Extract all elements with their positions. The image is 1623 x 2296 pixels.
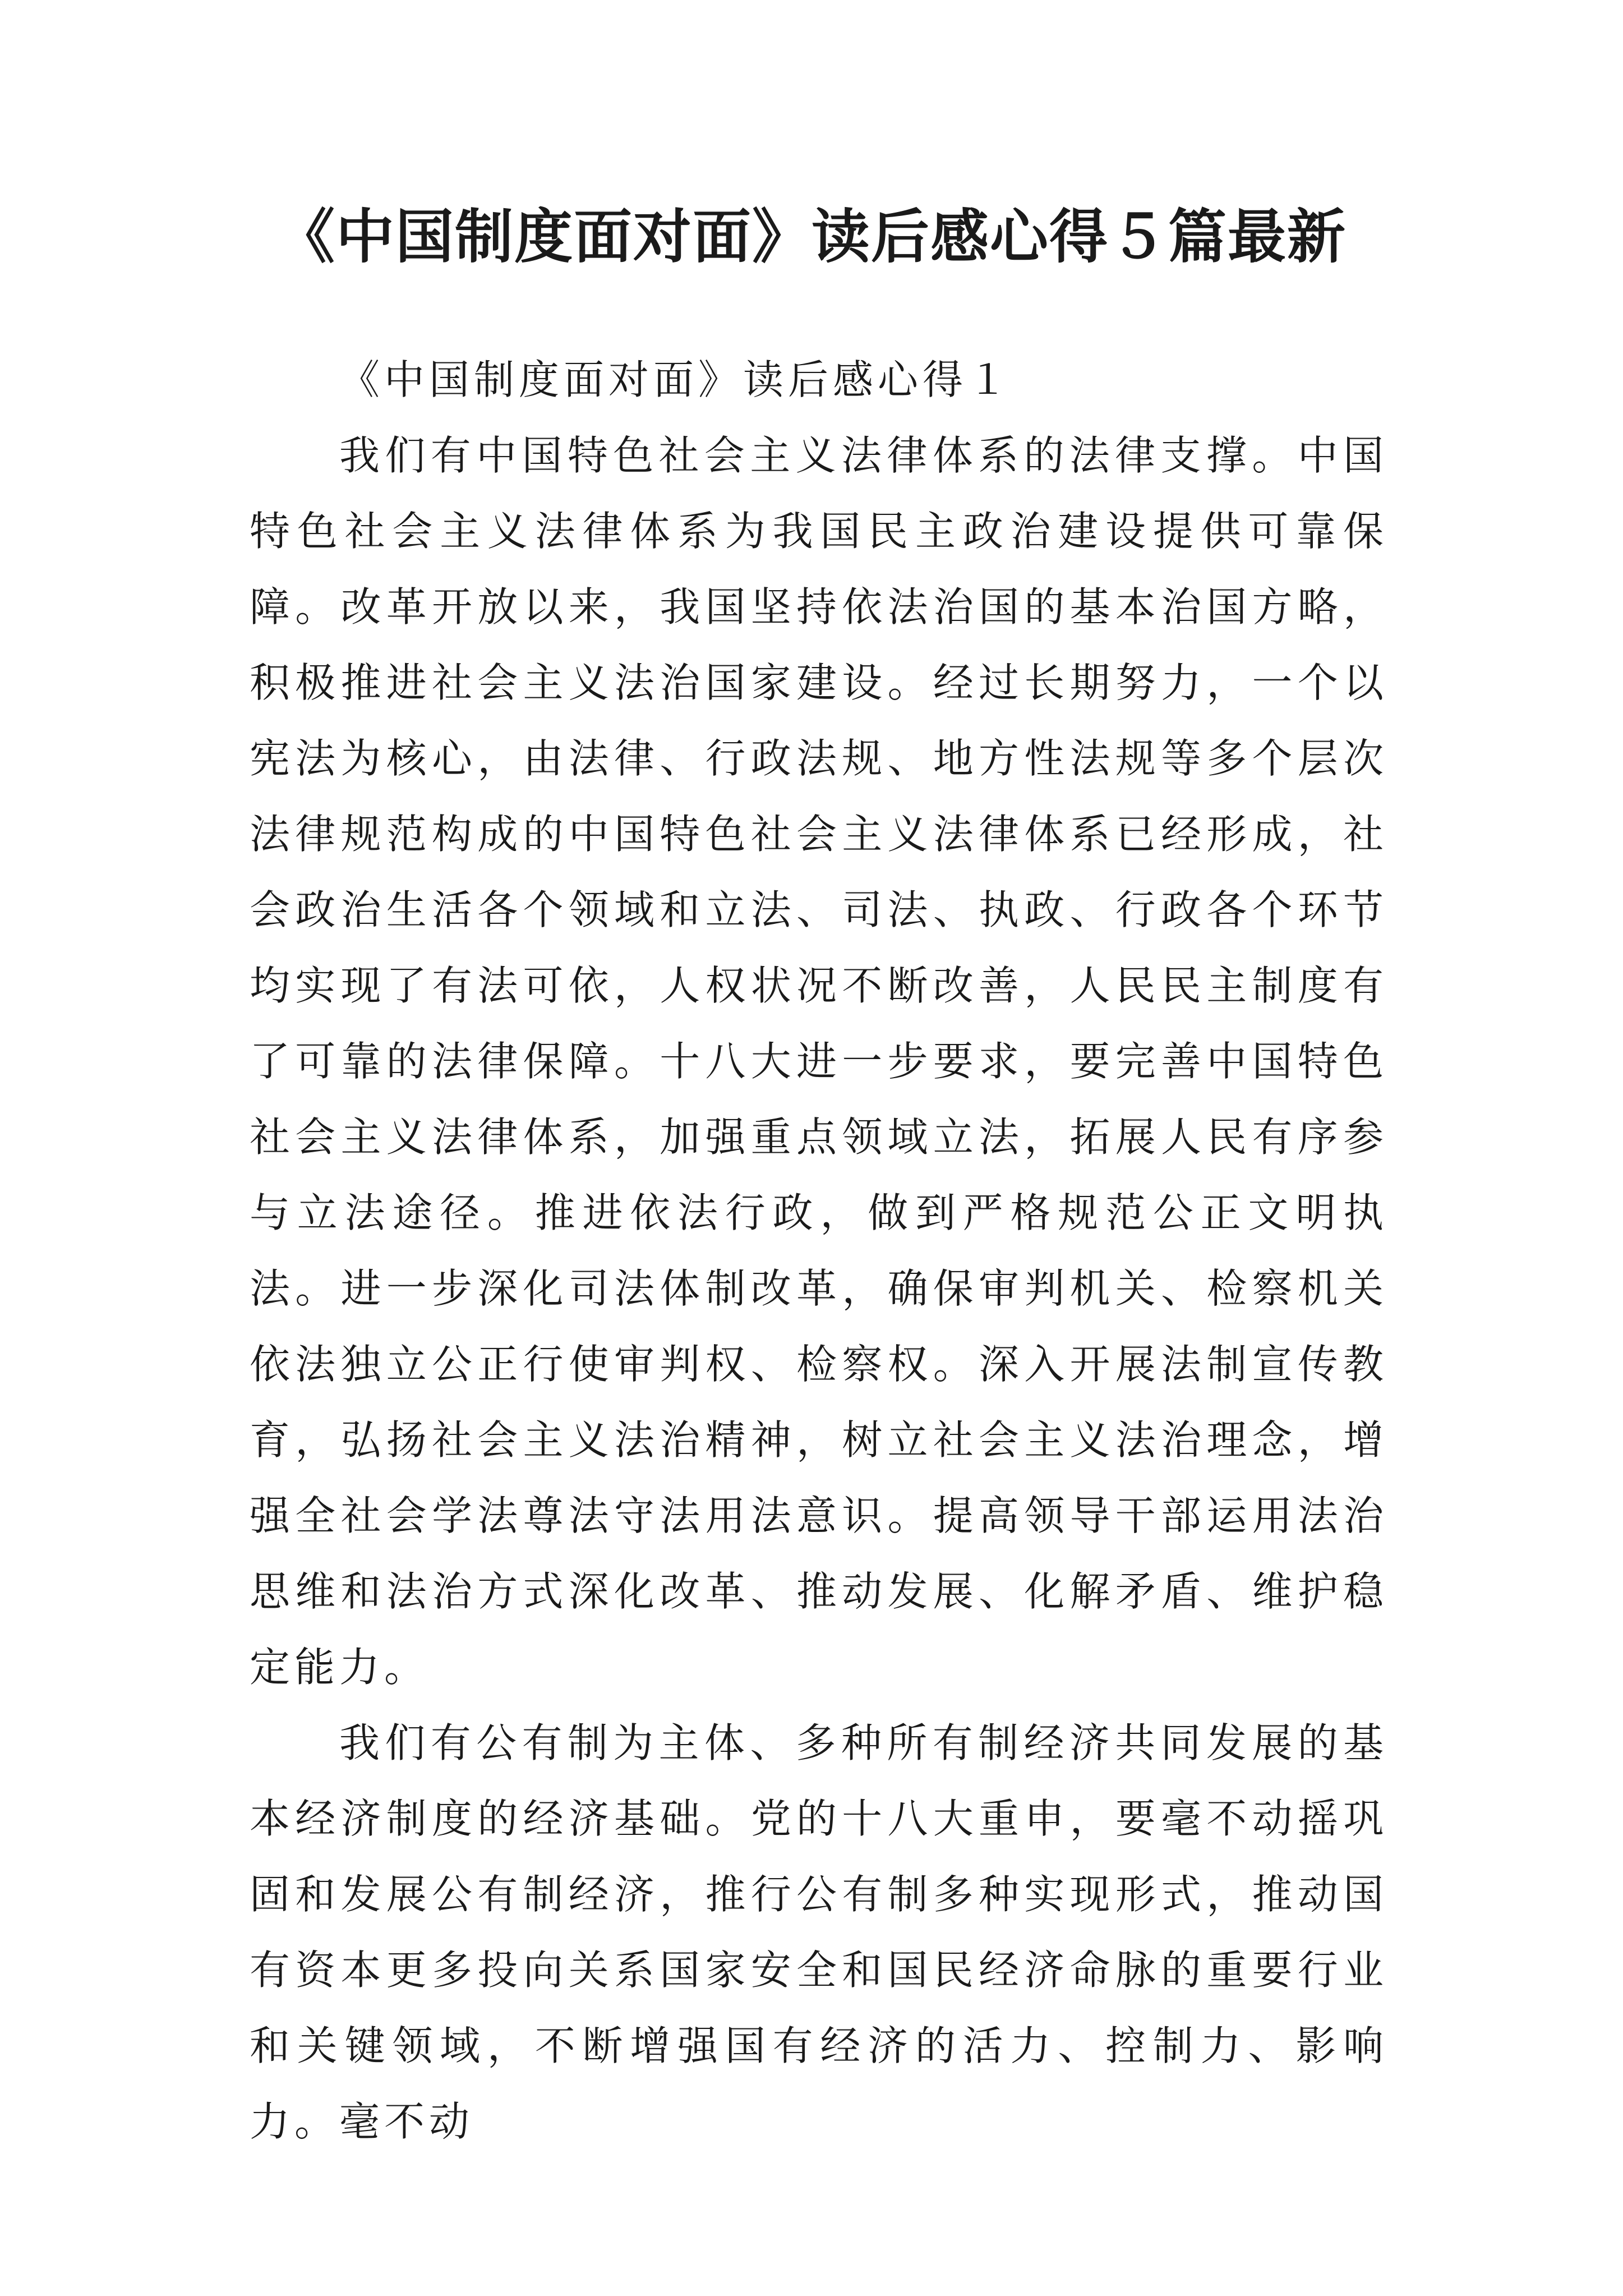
section-heading: 《中国制度面对面》读后感心得１ [339, 356, 1013, 403]
paragraph-economic-system: 我们有公有制为主体、多种所有制经济共同发展的基本经济制度的经济基础。党的十八大重申，要毫不动摇巩固和发展公有制经济，推行公有制多种实现形式，推动国有资本更多投向关系国家安全和国民经济命脉的重要行业和关键领域，不断增强国有经济的活力、控制力、影响力。毫不动 [250, 1719, 1388, 2145]
document-title: 《中国制度面对面》读后感心得５篇最新 [276, 202, 1347, 271]
paragraph-legal-system: 我们有中国特色社会主义法律体系的法律支撑。中国特色社会主义法律体系为我国民主政治建设提供可靠保障。改革开放以来，我国坚持依法治国的基本治国方略，积极推进社会主义法治国家建设。经过长期努力，一个以宪法为核心，由法律、行政法规、地方性法规等多个层次法律规范构成的中国特色社会主义法律体系已经形成，社会政治生活各个领域和立法、司法、执政、行政各个环节均实现了有法可依，人权状况不断改善，人民民主制度有了可靠的法律保障。十八大进一步要求，要完善中国特色社会主义法律体系，加强重点领域立法，拓展人民有序参与立法途径。推进依法行政，做到严格规范公正文明执法。进一步深化司法体制改革，确保审判机关、检察机关依法独立公正行使审判权、检察权。深入开展法制宣传教育，弘扬社会主义法治精神，树立社会主义法治理念，增强全社会学法尊法守法用法意识。提高领导干部运用法治思维和法治方式深化改革、推动发展、化解矛盾、维护稳定能力。 [250, 432, 1388, 1691]
document-body [250, 342, 1388, 2160]
